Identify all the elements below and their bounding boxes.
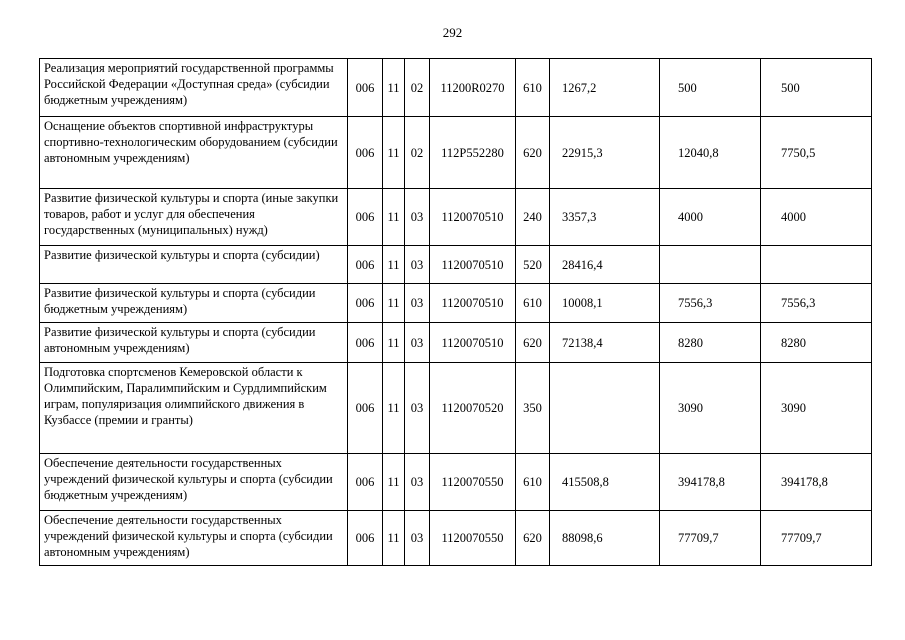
table-row xyxy=(40,189,872,246)
sum-year-1: 22915,3 xyxy=(550,117,660,189)
section-code: 11 xyxy=(383,189,405,246)
sum-year-2: 4000 xyxy=(660,189,761,246)
budget-table xyxy=(39,58,872,566)
section-code: 11 xyxy=(383,454,405,511)
ministry-code: 006 xyxy=(348,363,383,454)
row-name: Обеспечение деятельности государственных учреждений физической культуры и спорта (субсидии бюджетным учреждениям) xyxy=(40,454,348,511)
table-row xyxy=(40,246,872,284)
target-article: 1120070520 xyxy=(430,363,516,454)
sum-year-3: 3090 xyxy=(761,363,872,454)
ministry-code: 006 xyxy=(348,454,383,511)
ministry-code: 006 xyxy=(348,59,383,117)
expense-type: 240 xyxy=(516,189,550,246)
row-name: Подготовка спортсменов Кемеровской области к Олимпийским, Паралимпийским и Сурдлимпийским играм, популяризация олимпийского движения в Кузбассе (премии и гранты) xyxy=(40,363,348,454)
expense-type: 610 xyxy=(516,454,550,511)
target-article: 112P552280 xyxy=(430,117,516,189)
expense-type: 620 xyxy=(516,323,550,363)
sum-year-1: 72138,4 xyxy=(550,323,660,363)
expense-type: 620 xyxy=(516,117,550,189)
table-row xyxy=(40,363,872,454)
sum-year-1: 3357,3 xyxy=(550,189,660,246)
target-article: 11200R0270 xyxy=(430,59,516,117)
sum-year-2: 77709,7 xyxy=(660,511,761,566)
target-article: 1120070550 xyxy=(430,454,516,511)
target-article: 1120070550 xyxy=(430,511,516,566)
table-row xyxy=(40,284,872,323)
sum-year-2: 8280 xyxy=(660,323,761,363)
row-name: Развитие физической культуры и спорта (субсидии) xyxy=(40,246,348,284)
row-name: Развитие физической культуры и спорта (иные закупки товаров, работ и услуг для обеспечения государственных (муниципальных) нужд) xyxy=(40,189,348,246)
sum-year-2: 3090 xyxy=(660,363,761,454)
ministry-code: 006 xyxy=(348,189,383,246)
sum-year-1 xyxy=(550,363,660,454)
subsection-code: 03 xyxy=(405,284,430,323)
sum-year-2 xyxy=(660,246,761,284)
ministry-code: 006 xyxy=(348,246,383,284)
sum-year-2: 7556,3 xyxy=(660,284,761,323)
row-name: Развитие физической культуры и спорта (субсидии бюджетным учреждениям) xyxy=(40,284,348,323)
ministry-code: 006 xyxy=(348,117,383,189)
table-row xyxy=(40,454,872,511)
table-row xyxy=(40,117,872,189)
target-article: 1120070510 xyxy=(430,323,516,363)
sum-year-2: 394178,8 xyxy=(660,454,761,511)
target-article: 1120070510 xyxy=(430,246,516,284)
subsection-code: 02 xyxy=(405,117,430,189)
sum-year-1: 88098,6 xyxy=(550,511,660,566)
subsection-code: 03 xyxy=(405,323,430,363)
subsection-code: 03 xyxy=(405,246,430,284)
row-name: Реализация мероприятий государственной программы Российской Федерации «Доступная среда» (субсидии бюджетным учреждениям) xyxy=(40,59,348,117)
section-code: 11 xyxy=(383,246,405,284)
subsection-code: 02 xyxy=(405,59,430,117)
row-name: Оснащение объектов спортивной инфраструктуры спортивно-технологическим оборудованием (субсидии автономным учреждениям) xyxy=(40,117,348,189)
sum-year-3: 7750,5 xyxy=(761,117,872,189)
sum-year-3: 77709,7 xyxy=(761,511,872,566)
subsection-code: 03 xyxy=(405,189,430,246)
expense-type: 620 xyxy=(516,511,550,566)
section-code: 11 xyxy=(383,117,405,189)
table-row xyxy=(40,511,872,566)
section-code: 11 xyxy=(383,59,405,117)
ministry-code: 006 xyxy=(348,284,383,323)
sum-year-1: 28416,4 xyxy=(550,246,660,284)
expense-type: 520 xyxy=(516,246,550,284)
sum-year-3: 7556,3 xyxy=(761,284,872,323)
sum-year-1: 10008,1 xyxy=(550,284,660,323)
expense-type: 610 xyxy=(516,59,550,117)
subsection-code: 03 xyxy=(405,363,430,454)
target-article: 1120070510 xyxy=(430,189,516,246)
sum-year-1: 415508,8 xyxy=(550,454,660,511)
table-row xyxy=(40,59,872,117)
ministry-code: 006 xyxy=(348,323,383,363)
section-code: 11 xyxy=(383,511,405,566)
target-article: 1120070510 xyxy=(430,284,516,323)
sum-year-3 xyxy=(761,246,872,284)
sum-year-3: 8280 xyxy=(761,323,872,363)
table-row xyxy=(40,323,872,363)
section-code: 11 xyxy=(383,284,405,323)
section-code: 11 xyxy=(383,363,405,454)
ministry-code: 006 xyxy=(348,511,383,566)
page-number: 292 xyxy=(442,25,463,40)
expense-type: 350 xyxy=(516,363,550,454)
subsection-code: 03 xyxy=(405,454,430,511)
sum-year-1: 1267,2 xyxy=(550,59,660,117)
sum-year-3: 394178,8 xyxy=(761,454,872,511)
sum-year-3: 4000 xyxy=(761,189,872,246)
subsection-code: 03 xyxy=(405,511,430,566)
sum-year-2: 12040,8 xyxy=(660,117,761,189)
sum-year-3: 500 xyxy=(761,59,872,117)
section-code: 11 xyxy=(383,323,405,363)
expense-type: 610 xyxy=(516,284,550,323)
row-name: Развитие физической культуры и спорта (субсидии автономным учреждениям) xyxy=(40,323,348,363)
sum-year-2: 500 xyxy=(660,59,761,117)
row-name: Обеспечение деятельности государственных учреждений физической культуры и спорта (субсидии автономным учреждениям) xyxy=(40,511,348,566)
